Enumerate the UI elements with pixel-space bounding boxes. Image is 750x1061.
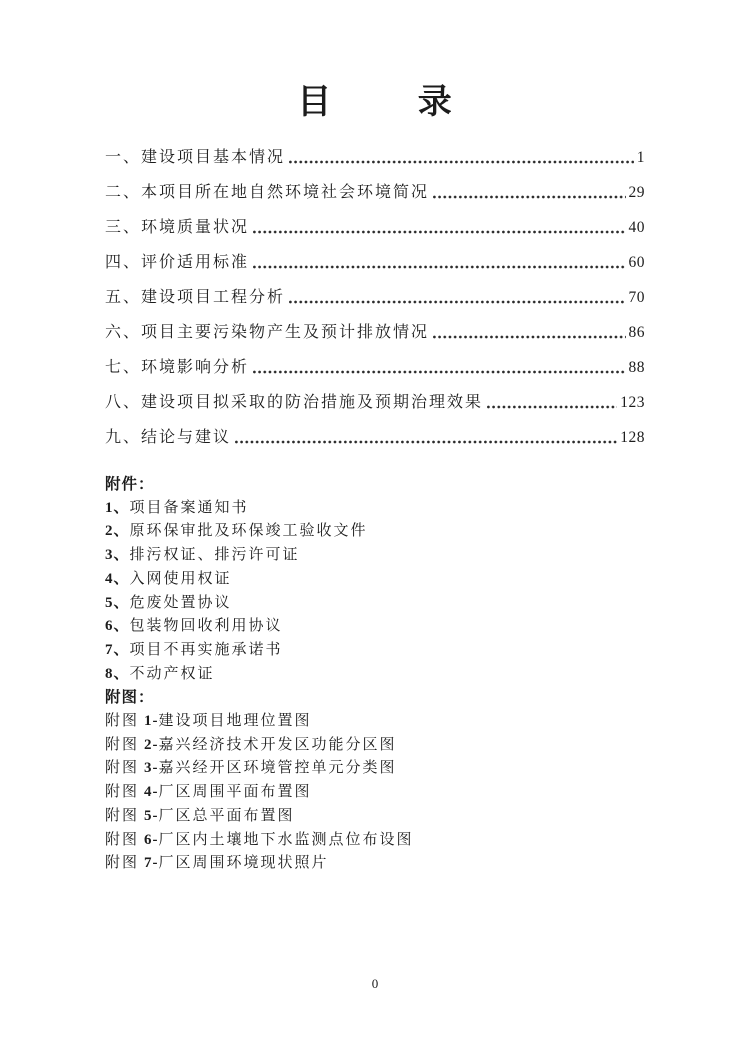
toc-page-number: 40	[628, 219, 645, 236]
attachment-item-label: 不动产权证	[129, 665, 215, 682]
attachment-item-label: 原环保审批及环保竣工验收文件	[129, 523, 368, 540]
figure-item-label: 厂区内土壤地下水监测点位布设图	[158, 831, 414, 848]
attachment-item-number: 8、	[105, 665, 130, 682]
attachment-item-number: 5、	[105, 594, 130, 611]
figure-item-label: 厂区总平面布置图	[158, 807, 295, 824]
toc-dots-leader	[487, 405, 617, 409]
figure-item-number: 5-	[144, 807, 159, 824]
toc-entry-label: 一、建设项目基本情况	[105, 149, 286, 166]
toc-entry-label: 五、建设项目工程分析	[105, 289, 286, 306]
toc-dots-leader	[253, 230, 625, 234]
attachment-item	[105, 592, 645, 616]
toc-page-number: 60	[628, 254, 645, 271]
attachment-item	[105, 568, 645, 592]
toc-entry-label: 二、本项目所在地自然环境社会环境简况	[105, 184, 430, 201]
toc-entry[interactable]	[105, 148, 645, 167]
toc-entry[interactable]	[105, 183, 645, 202]
attachment-item-label: 项目备案通知书	[129, 499, 249, 516]
toc-page-number: 29	[628, 184, 645, 201]
attachments-heading: 附件：	[105, 476, 155, 493]
figures-heading: 附图：	[105, 689, 155, 707]
figure-item-label: 厂区周围平面布置图	[158, 784, 312, 801]
figure-item-label: 厂区周围环境现状照片	[158, 855, 329, 872]
figure-item-number: 2-	[144, 736, 159, 753]
toc-entry[interactable]	[105, 323, 645, 342]
toc-entry[interactable]	[105, 393, 645, 412]
attachment-item-label: 入网使用权证	[129, 570, 232, 587]
figure-item	[105, 805, 645, 829]
toc-dots-leader	[253, 370, 625, 374]
attachment-item-number: 4、	[105, 570, 130, 587]
page-title: 目 录	[297, 84, 453, 121]
figure-item-prefix: 附图	[105, 784, 140, 801]
attachment-item-number: 2、	[105, 523, 130, 540]
toc-entry-label: 七、环境影响分析	[105, 359, 250, 376]
figures-list	[105, 710, 645, 876]
attachment-item-label: 排污权证、排污许可证	[129, 547, 300, 564]
figure-item-label: 嘉兴经开区环境管控单元分类图	[158, 760, 397, 777]
attachment-item-number: 7、	[105, 641, 130, 658]
toc-page-number: 128	[620, 429, 645, 446]
attachments-list	[105, 497, 645, 687]
figure-item-number: 1-	[144, 713, 159, 730]
appendix-section	[105, 473, 645, 876]
toc-entry-label: 三、环境质量状况	[105, 219, 250, 236]
figure-item-number: 7-	[144, 855, 159, 872]
figure-item-label: 建设项目地理位置图	[158, 713, 312, 730]
attachment-item	[105, 520, 645, 544]
attachment-item	[105, 497, 645, 521]
toc-dots-leader	[289, 160, 634, 164]
page-footer-number: 0	[371, 976, 379, 991]
figure-item	[105, 734, 645, 758]
figure-item-number: 3-	[144, 760, 159, 777]
toc-entry-label: 六、项目主要污染物产生及预计排放情况	[105, 324, 430, 341]
figure-item-number: 6-	[144, 831, 159, 848]
toc-page-number: 70	[628, 289, 645, 306]
toc-entry[interactable]	[105, 253, 645, 272]
toc-entry-label: 八、建设项目拟采取的防治措施及预期治理效果	[105, 394, 484, 411]
figure-item-number: 4-	[144, 784, 159, 801]
toc-entry-label: 四、评价适用标准	[105, 254, 250, 271]
toc-page-number: 1	[636, 149, 645, 166]
figure-item-prefix: 附图	[105, 807, 140, 824]
toc-page-number: 86	[628, 324, 645, 341]
toc-dots-leader	[289, 300, 625, 304]
figure-item	[105, 781, 645, 805]
figure-item	[105, 710, 645, 734]
attachment-item	[105, 544, 645, 568]
figure-item-prefix: 附图	[105, 760, 140, 777]
figure-item-prefix: 附图	[105, 855, 140, 872]
attachment-item-number: 3、	[105, 547, 130, 564]
attachment-item-number: 6、	[105, 618, 130, 635]
figure-item	[105, 757, 645, 781]
toc-entry-label: 九、结论与建议	[105, 429, 232, 446]
figure-item-prefix: 附图	[105, 713, 140, 730]
toc-dots-leader	[235, 440, 617, 444]
attachment-item	[105, 639, 645, 663]
figure-item-prefix: 附图	[105, 736, 140, 753]
attachment-item-label: 包装物回收利用协议	[129, 618, 283, 635]
toc-entry[interactable]	[105, 218, 645, 237]
attachment-item	[105, 615, 645, 639]
toc-dots-leader	[433, 195, 625, 199]
attachment-item	[105, 663, 645, 687]
figure-item-label: 嘉兴经济技术开发区功能分区图	[158, 736, 397, 753]
figure-item-prefix: 附图	[105, 831, 140, 848]
toc-page-number: 123	[620, 394, 645, 411]
toc-entry[interactable]	[105, 358, 645, 377]
attachment-item-number: 1、	[105, 499, 130, 516]
figure-item	[105, 829, 645, 853]
toc-list	[105, 148, 645, 447]
toc-dots-leader	[253, 265, 625, 269]
toc-page-number: 88	[628, 359, 645, 376]
toc-entry[interactable]	[105, 428, 645, 447]
toc-dots-leader	[433, 335, 625, 339]
attachment-item-label: 危废处置协议	[129, 594, 232, 611]
toc-entry[interactable]	[105, 288, 645, 307]
attachment-item-label: 项目不再实施承诺书	[129, 641, 283, 658]
figure-item	[105, 852, 645, 876]
